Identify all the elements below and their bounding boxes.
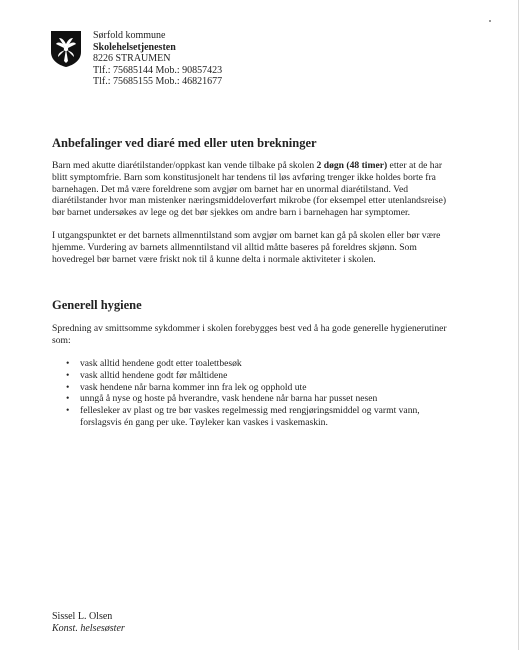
hygiene-heading: Generell hygiene bbox=[52, 298, 142, 313]
p1-bold-duration: 2 døgn (48 timer) bbox=[316, 160, 388, 171]
page-edge bbox=[518, 0, 519, 650]
signer-title: Konst. helsesøster bbox=[52, 622, 125, 634]
municipality-coat-of-arms-icon bbox=[50, 30, 82, 68]
list-item: • vask alltid hendene godt før måltidene bbox=[66, 370, 452, 382]
hygiene-list bbox=[52, 358, 452, 429]
list-item: • fellesleker av plast og tre bør vaskes regelmessig med rengjøringsmiddel og varmt vann, forslagsvis én gang per uke. Tøyleker kan vaskes i vaskemaskin. bbox=[66, 405, 452, 429]
department-name: Skolehelsetjenesten bbox=[93, 41, 176, 53]
diarrhea-heading: Anbefalinger ved diaré med eller uten brekninger bbox=[52, 136, 317, 150]
document-body bbox=[52, 136, 452, 429]
scan-mark bbox=[489, 20, 491, 22]
signer-name: Sissel L. Olsen bbox=[52, 611, 113, 622]
phone-line-2: Tlf.: 75685155 Mob.: 46821677 bbox=[93, 76, 223, 87]
section-spacer bbox=[52, 276, 452, 298]
diarrhea-paragraph-1 bbox=[52, 160, 452, 219]
hygiene-intro: Spredning av smittsomme sykdommer i skolen forebygges best ved å ha gode generelle hygienerutiner som: bbox=[52, 323, 447, 347]
letterhead bbox=[93, 30, 222, 88]
signature-block bbox=[52, 611, 125, 634]
postal-address: 8226 STRAUMEN bbox=[93, 53, 171, 64]
list-item: • unngå å nyse og hoste på hverandre, vask hendene når barna har pusset nesen bbox=[66, 393, 452, 405]
diarrhea-paragraph-2: I utgangspunktet er det barnets allmenntilstand som avgjør om barnet kan gå på skolen eller bør være hjemme. Vurdering av barnets allmenntilstand vil alltid måtte baseres på foreldres skjønn. Som hovedregel bør barnet være friskt nok til å kunne delta i normale aktiviteter i skolen. bbox=[52, 229, 441, 265]
p1-text-end: etter at de har blitt symptomfrie. Barn som konstitusjonelt har tendens til løs avføring trenger ikke holdes borte fra barnehagen. Det må være foreldrene som avgjør om barnet har en unormal diarétilstand. Ved diarétilstander hvor man mistenker næringsmiddeloverført mikrobe (for eksempel etter utenlandsreise) bør barnet undersøkes av lege og det bør sjekkes om andre barn i barnehagen har symptomer. bbox=[52, 160, 447, 219]
phone-line-1: Tlf.: 75685144 Mob.: 90857423 bbox=[93, 64, 223, 76]
list-item: • vask hendene når barna kommer inn fra lek og opphold ute bbox=[66, 382, 452, 394]
p1-text-start: Barn med akutte diarétilstander/oppkast kan vende tilbake på skolen bbox=[52, 160, 317, 171]
municipality-name: Sørfold kommune bbox=[93, 30, 166, 41]
list-item: • vask alltid hendene godt etter toalettbesøk bbox=[66, 358, 452, 370]
